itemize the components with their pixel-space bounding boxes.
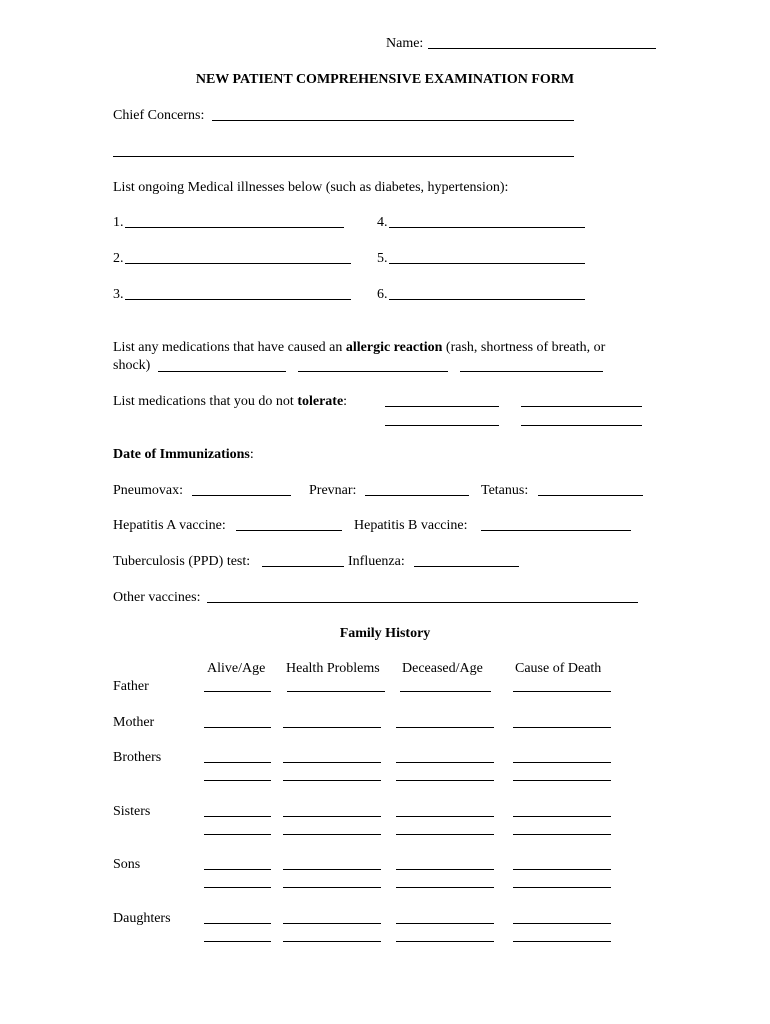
sisters-alive-age-field-1[interactable]: [204, 816, 271, 817]
tolerate-emphasis: tolerate: [297, 394, 344, 409]
illness-field-1[interactable]: [125, 227, 344, 228]
father-health-problems-field[interactable]: [287, 691, 385, 692]
tolerate-field-1[interactable]: [385, 406, 499, 407]
allergic-field-3[interactable]: [460, 371, 603, 372]
chief-concerns-field-1[interactable]: [212, 120, 574, 121]
tolerate-field-3[interactable]: [385, 425, 499, 426]
tetanus-field[interactable]: [538, 495, 643, 496]
other-vaccines-field[interactable]: [207, 602, 638, 603]
illness-number-1: 1.: [113, 215, 124, 230]
row-label-daughters: Daughters: [113, 911, 171, 926]
pneumovax-label: Pneumovax:: [113, 483, 183, 498]
hepatitis-a-field[interactable]: [236, 530, 342, 531]
sons-cause-of-death-field-1[interactable]: [513, 869, 611, 870]
brothers-health-problems-field-1[interactable]: [283, 762, 381, 763]
daughters-deceased-age-field-1[interactable]: [396, 923, 494, 924]
allergic-reaction-emphasis: allergic reaction: [345, 340, 443, 355]
name-label: Name:: [386, 36, 424, 51]
form-title: NEW PATIENT COMPREHENSIVE EXAMINATION FORM: [195, 72, 575, 87]
father-cause-of-death-field[interactable]: [513, 691, 611, 692]
chief-concerns-field-2[interactable]: [113, 156, 574, 157]
tuberculosis-field[interactable]: [262, 566, 344, 567]
illness-field-5[interactable]: [389, 263, 585, 264]
brothers-alive-age-field-2[interactable]: [204, 780, 271, 781]
illness-number-2: 2.: [113, 251, 124, 266]
daughters-deceased-age-field-2[interactable]: [396, 941, 494, 942]
sons-deceased-age-field-2[interactable]: [396, 887, 494, 888]
mother-cause-of-death-field[interactable]: [513, 727, 611, 728]
sisters-health-problems-field-1[interactable]: [283, 816, 381, 817]
chief-concerns-label: Chief Concerns:: [113, 108, 205, 123]
sisters-deceased-age-field-2[interactable]: [396, 834, 494, 835]
immunizations-heading: Date of Immunizations:: [113, 447, 254, 462]
father-deceased-age-field[interactable]: [400, 691, 491, 692]
row-label-sons: Sons: [113, 857, 141, 872]
brothers-health-problems-field-2[interactable]: [283, 780, 381, 781]
row-label-brothers: Brothers: [113, 750, 162, 765]
row-label-mother: Mother: [113, 715, 155, 730]
brothers-alive-age-field-1[interactable]: [204, 762, 271, 763]
father-alive-age-field[interactable]: [204, 691, 271, 692]
sisters-alive-age-field-2[interactable]: [204, 834, 271, 835]
sons-alive-age-field-2[interactable]: [204, 887, 271, 888]
daughters-health-problems-field-1[interactable]: [283, 923, 381, 924]
tolerate-prompt: List medications that you do not tolerate:: [113, 394, 348, 409]
mother-health-problems-field[interactable]: [283, 727, 381, 728]
daughters-alive-age-field-2[interactable]: [204, 941, 271, 942]
row-label-sisters: Sisters: [113, 804, 151, 819]
sisters-health-problems-field-2[interactable]: [283, 834, 381, 835]
tolerate-field-2[interactable]: [521, 406, 642, 407]
tolerate-field-4[interactable]: [521, 425, 642, 426]
illness-field-4[interactable]: [389, 227, 585, 228]
daughters-health-problems-field-2[interactable]: [283, 941, 381, 942]
column-deceased-age: Deceased/Age: [402, 661, 483, 676]
sisters-cause-of-death-field-1[interactable]: [513, 816, 611, 817]
prevnar-field[interactable]: [365, 495, 469, 496]
other-vaccines-label: Other vaccines:: [113, 590, 201, 605]
sons-cause-of-death-field-2[interactable]: [513, 887, 611, 888]
illnesses-prompt: List ongoing Medical illnesses below (such as diabetes, hypertension):: [113, 180, 509, 195]
mother-alive-age-field[interactable]: [204, 727, 271, 728]
column-health-problems: Health Problems: [286, 661, 380, 676]
sons-deceased-age-field-1[interactable]: [396, 869, 494, 870]
sons-health-problems-field-2[interactable]: [283, 887, 381, 888]
sisters-cause-of-death-field-2[interactable]: [513, 834, 611, 835]
name-field[interactable]: [428, 48, 656, 49]
daughters-cause-of-death-field-1[interactable]: [513, 923, 611, 924]
illness-number-5: 5.: [377, 251, 388, 266]
allergic-prompt-line2: shock): [113, 358, 151, 373]
prevnar-label: Prevnar:: [309, 483, 357, 498]
influenza-field[interactable]: [414, 566, 519, 567]
allergic-field-2[interactable]: [298, 371, 448, 372]
row-label-father: Father: [113, 679, 149, 694]
hepatitis-b-field[interactable]: [481, 530, 631, 531]
hepatitis-a-label: Hepatitis A vaccine:: [113, 518, 226, 533]
daughters-alive-age-field-1[interactable]: [204, 923, 271, 924]
illness-field-2[interactable]: [125, 263, 351, 264]
illness-number-6: 6.: [377, 287, 388, 302]
illness-field-6[interactable]: [389, 299, 585, 300]
illness-number-4: 4.: [377, 215, 388, 230]
column-cause-of-death: Cause of Death: [515, 661, 602, 676]
brothers-deceased-age-field-1[interactable]: [396, 762, 494, 763]
brothers-cause-of-death-field-1[interactable]: [513, 762, 611, 763]
illness-field-3[interactable]: [125, 299, 351, 300]
allergic-prompt: List any medications that have caused an allergic reaction (rash, shortness of breath, or: [113, 340, 606, 355]
sons-health-problems-field-1[interactable]: [283, 869, 381, 870]
sisters-deceased-age-field-1[interactable]: [396, 816, 494, 817]
brothers-cause-of-death-field-2[interactable]: [513, 780, 611, 781]
allergic-field-1[interactable]: [158, 371, 286, 372]
tuberculosis-label: Tuberculosis (PPD) test:: [113, 554, 251, 569]
illness-number-3: 3.: [113, 287, 124, 302]
tetanus-label: Tetanus:: [481, 483, 529, 498]
pneumovax-field[interactable]: [192, 495, 291, 496]
family-history-heading: Family History: [339, 626, 431, 641]
influenza-label: Influenza:: [348, 554, 405, 569]
mother-deceased-age-field[interactable]: [396, 727, 494, 728]
hepatitis-b-label: Hepatitis B vaccine:: [354, 518, 468, 533]
daughters-cause-of-death-field-2[interactable]: [513, 941, 611, 942]
brothers-deceased-age-field-2[interactable]: [396, 780, 494, 781]
column-alive-age: Alive/Age: [207, 661, 266, 676]
sons-alive-age-field-1[interactable]: [204, 869, 271, 870]
